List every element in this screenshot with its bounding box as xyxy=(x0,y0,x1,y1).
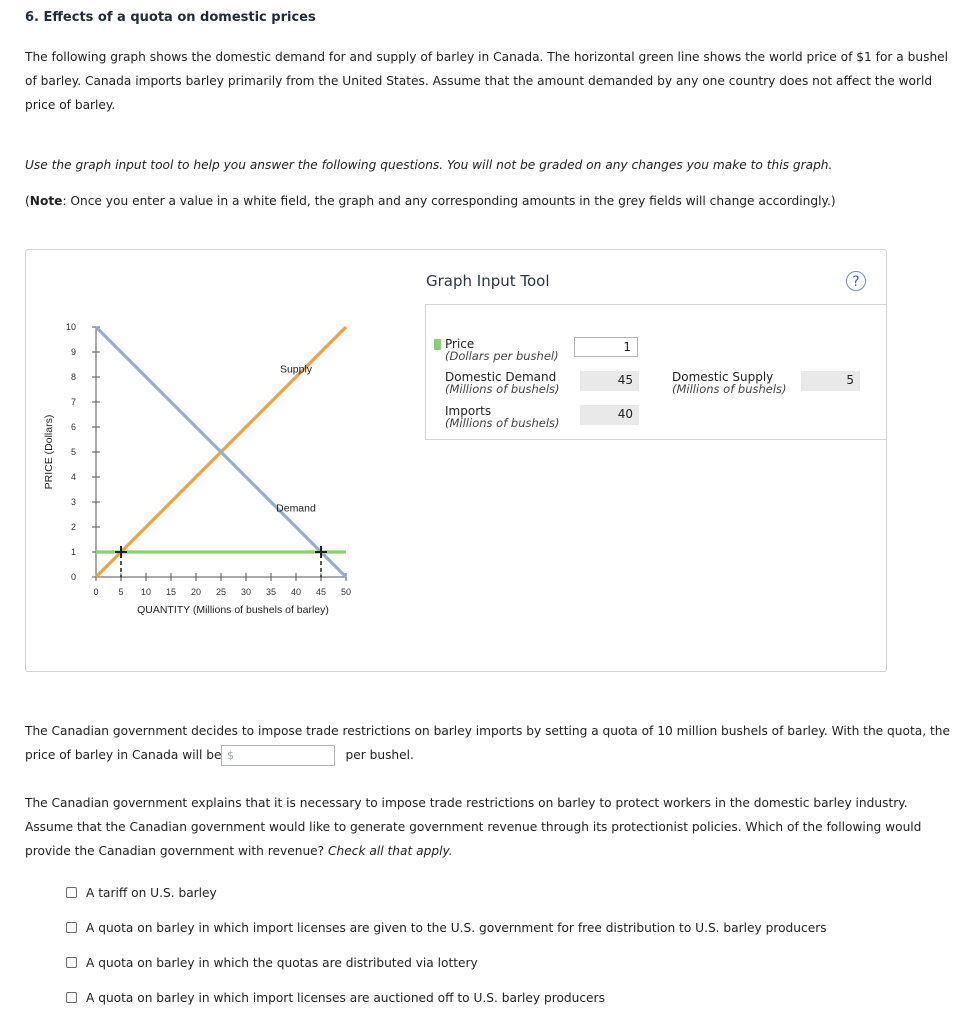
help-icon[interactable]: ? xyxy=(846,271,866,291)
note-body: : Once you enter a value in a white field, the graph and any corresponding amounts in the grey fields will change accordingly.) xyxy=(62,194,836,208)
supply-demand-chart[interactable] xyxy=(26,250,406,650)
y-tick-label: 10 xyxy=(65,322,76,332)
y-tick-label: 3 xyxy=(70,497,76,507)
note-label: Note xyxy=(29,194,63,208)
option-label: A quota on barley in which import licenses are given to the U.S. government for free distribution to U.S. barley producers xyxy=(86,921,827,935)
imports-unit: (Millions of bushels) xyxy=(445,416,560,430)
x-tick-label: 0 xyxy=(93,587,99,597)
y-tick-label: 7 xyxy=(70,397,76,407)
domestic-supply-label-text: Domestic Supply xyxy=(672,370,774,384)
price-swatch-icon xyxy=(434,339,441,350)
y-tick-label: 1 xyxy=(70,547,76,557)
y-tick-label: 9 xyxy=(70,347,76,357)
x-tick-label: 45 xyxy=(315,587,327,597)
domestic-demand-label-text: Domestic Demand xyxy=(445,370,557,384)
checkbox[interactable] xyxy=(66,887,77,898)
imports-label-text: Imports xyxy=(445,404,492,418)
x-tick-label: 40 xyxy=(290,587,302,597)
checkbox[interactable] xyxy=(66,957,77,968)
x-tick-label: 5 xyxy=(118,587,124,597)
price-unit: (Dollars per bushel) xyxy=(445,349,559,363)
x-tick-label: 10 xyxy=(140,587,152,597)
domestic-supply-unit: (Millions of bushels) xyxy=(672,382,787,396)
y-tick-label: 4 xyxy=(70,472,76,482)
x-tick-label: 15 xyxy=(165,587,177,597)
x-tick-label: 35 xyxy=(265,587,277,597)
price-label-text: Price xyxy=(445,337,475,351)
graph-input-tool xyxy=(425,304,887,440)
question1-line-1: The Canadian government decides to impose trade restrictions on barley imports by setting a quota of 10 million bushels of barley. With the quota, the xyxy=(25,724,950,738)
note-text xyxy=(25,189,836,213)
question2-line-1: The Canadian government explains that it is necessary to impose trade restrictions on barley to protect workers in the domestic barley industry. xyxy=(25,796,908,810)
y-tick-label: 2 xyxy=(70,522,76,532)
x-axis-label: QUANTITY (Millions of bushels of barley) xyxy=(137,604,329,616)
currency-symbol: $ xyxy=(227,749,234,762)
x-tick-label: 20 xyxy=(190,587,202,597)
option-label: A tariff on U.S. barley xyxy=(86,886,217,900)
y-tick-label: 8 xyxy=(70,372,76,382)
domestic-demand-unit: (Millions of bushels) xyxy=(445,382,560,396)
domestic-demand-value: 45 xyxy=(580,371,639,391)
supply-label: Supply xyxy=(279,363,313,376)
intro-text xyxy=(25,45,948,117)
question1-suffix: per bushel. xyxy=(345,748,414,762)
x-tick-label: 50 xyxy=(340,587,352,597)
y-axis-label: PRICE (Dollars) xyxy=(43,414,55,490)
price-label xyxy=(445,338,559,362)
graph-panel xyxy=(25,249,887,672)
intro-line-2: of barley. Canada imports barley primarily from the United States. Assume that the amount demanded by any one country does not affect the world xyxy=(25,74,933,88)
instruction-text: Use the graph input tool to help you answer the following questions. You will not be graded on any changes you make to this graph. xyxy=(25,158,833,172)
checkbox[interactable] xyxy=(66,992,77,1003)
intro-line-3: price of barley. xyxy=(25,98,116,112)
domestic-supply-value: 5 xyxy=(801,371,860,391)
domestic-demand-label xyxy=(445,371,560,395)
imports-label xyxy=(445,405,560,429)
check-all-instruction: Check all that apply. xyxy=(328,844,453,858)
demand-label: Demand xyxy=(276,502,316,515)
y-tick-label: 0 xyxy=(70,572,76,582)
question1-line-2 xyxy=(25,743,950,767)
graph-input-tool-title: Graph Input Tool xyxy=(426,272,550,290)
domestic-supply-label xyxy=(672,371,787,395)
question1 xyxy=(25,719,950,767)
question2 xyxy=(25,791,921,863)
question2-line-2: Assume that the Canadian government would like to generate government revenue through its protectionist policies. Which of the following would xyxy=(25,820,922,834)
y-tick-label: 6 xyxy=(70,422,76,432)
page-title: 6. Effects of a quota on domestic prices xyxy=(25,10,316,25)
imports-value: 40 xyxy=(580,405,639,425)
x-tick-label: 30 xyxy=(240,587,252,597)
option-label: A quota on barley in which the quotas are distributed via lottery xyxy=(86,956,478,970)
question2-line-3-text: provide the Canadian government with revenue? xyxy=(25,844,325,858)
price-input[interactable]: 1 xyxy=(574,337,638,357)
option-label: A quota on barley in which import licenses are auctioned off to U.S. barley producers xyxy=(86,991,605,1005)
note-open-paren: ( xyxy=(25,194,30,208)
y-tick-label: 5 xyxy=(70,447,76,457)
intro-line-1: The following graph shows the domestic demand for and supply of barley in Canada. The horizontal green line shows the world price of $1 for a bushel xyxy=(25,50,949,64)
checkbox[interactable] xyxy=(66,922,77,933)
question2-line-3 xyxy=(25,839,921,863)
x-tick-label: 25 xyxy=(215,587,227,597)
question1-prefix: price of barley in Canada will be xyxy=(25,748,222,762)
price-answer-input[interactable] xyxy=(221,745,335,766)
